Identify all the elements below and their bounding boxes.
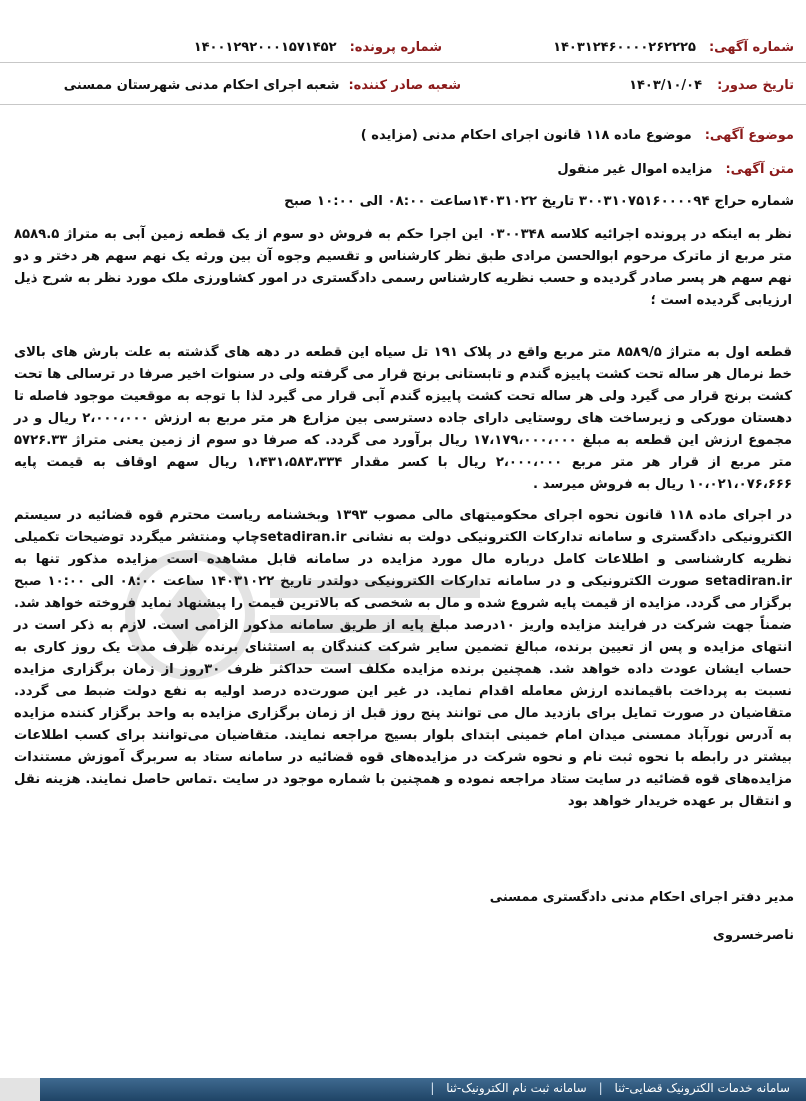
signature-title: مدیر دفتر اجرای احکام مدنی دادگستری ممسنی (489, 890, 794, 905)
divider (0, 104, 806, 105)
body-title-label: متن آگهی: (725, 162, 794, 177)
footer-link-sana-services[interactable]: سامانه خدمات الکترونیک قضایی-ثنا (614, 1081, 790, 1095)
footer-bar (0, 1078, 806, 1101)
notice-number (553, 36, 794, 55)
issue-date-label: تاریخ صدور: (717, 78, 794, 93)
paragraph-intro: نظر به اینکه در پرونده اجرائیه کلاسه ۰۳۰۰۳۴۸ این اجرا حکم به فروش دو سوم از یک قطعه زمین آبی به متراژ ۸۵۸۹.۵ متر مربع از ماترک مرحوم ابوالحسن مرادی طبق نظر کارشناس و تقسیم وجوه آن بین ورثه یک نهم سهم هر دختر و دو نهم سهم هر پسر صادر گردیده و حسب نظریه کارشناس رسمی دادگستری در امور کشاورزی ملک مورد نظر به شرح ذیل ارزیابی گردیده است ؛ (14, 227, 792, 308)
subject-value: موضوع ماده ۱۱۸ قانون اجرای احکام مدنی (مزایده ) (360, 128, 692, 143)
case-number-label: شماره پرونده: (349, 40, 442, 55)
case-number (194, 36, 442, 55)
subject (361, 124, 794, 143)
divider (0, 62, 806, 63)
body-title-value: مزایده اموال غیر منقول (557, 162, 713, 177)
auction-line: شماره حراج ۳۰۰۳۱۰۷۵۱۶۰۰۰۰۹۴ تاریخ ۱۴۰۳۱۰۲۲ساعت ۰۸:۰۰ الی ۱۰:۰۰ صبح (284, 194, 794, 209)
paragraph-text: در اجرای ماده ۱۱۸ قانون نحوه اجرای محکومیتهای مالی مصوب ۱۳۹۳ وبخشنامه ریاست محترم قوه قضائیه در سیستم الکترونیکی دادگستری و سامانه تدارکات الکترونیکی دولت به نشانی (14, 508, 792, 545)
body-title (557, 158, 794, 177)
case-number-value: ۱۴۰۰۱۲۹۲۰۰۰۱۵۷۱۴۵۲ (193, 40, 337, 55)
paragraph-text: صورت الکترونیکی و در سامانه تدارکات الکترونیکی دولتدر تاریخ ۱۴۰۳۱۰۲۲ ساعت ۰۸:۰۰ الی ۱۰:۰۰ صبح برگزار می گردد. مزایده از قیمت پایه شروع شده و مال به شخصی که بالاترین قیمت را پیشنهاد نماید فروخته خواهد شد. ضمناً جهت شرکت در فرایند مزایده واریز ۱۰درصد مبلغ پایه از طریق سامانه مذکور الزامی است. لازم به ذکر است در انتهای مزایده و پس از تعیین برنده، مبالغ تضمین سایر شرکت کنندگان به استثنای برنده ظرف مدت یک روز کاری به حساب ایشان عودت داده خواهد شد. همچنین برنده مزایده مکلف است حداکثر ظرف ۳۰روز از زمان برگزاری مزایده نسبت به پرداخت باقیمانده ارزش معامله اقدام نماید. در غیر این صورت‌ده درصد اولیه به نفع دولت ضبط می گردد. متقاضیان در صورت تمایل برای بازدید مال می توانند پنج روز قبل از زمان برگزاری مزایده به واحد برگزار کننده مزایده به آدرس نورآباد ممسنی میدان امام خمینی ابتدای بلوار بسیج مراجعه نمایند. متقاضیان می‌توانند برای کسب اطلاعات بیشتر در رابطه با نحوه ثبت نام و نحوه شرکت در مزایده‌های قوه قضائیه در سامانه ستاد به سربرگ آموزش مستندات مزایده‌های قوه قضائیه در سایت ستاد مراجعه نموده و همچنین با شماره موجود در سایت .تماس حاصل نمایند. هزینه نقل و انتقال بر عهده خریدار خواهد بود (14, 574, 792, 809)
paragraph-property: قطعه اول به متراژ ۸۵۸۹/۵ متر مربع واقع در پلاک ۱۹۱ تل سیاه این قطعه در دهه های گذشته به علت بارش های بالای خط نرمال هر ساله تحت کشت پاییزه گندم و تابستانی برنج قرار می گرفته ولی در سنوات اخیر صرفا در ترسالی ها تحت کشت برنج قرار می گیرد ولی هر ساله تحت کشت پاییزه گندم آبی قرار می گیرد لذا با توجه به موقعیت موجود فاصله تا دهستان مورکی و زیرساخت های روستایی دارای جاده دسترسی بین مزارع هر متر مربع به ارزش ۲،۰۰۰،۰۰۰ ریال و در مجموع ارزش این قطعه به مبلغ ۱۷،۱۷۹،۰۰۰،۰۰۰ ریال برآورد می گردد. که صرفا دو سوم از زمین یعنی متراژ ۵۷۲۶.۳۳ متر مربع از قرار هر متر مربع ۲،۰۰۰،۰۰۰ ریال با کسر مقدار ۱،۴۳۱،۵۸۳،۳۳۴ ریال سهم اوقاف به قیمت پایه ۱۰،۰۲۱،۰۷۶،۶۶۶ ریال به فروش میرسد . (14, 345, 792, 492)
paragraph-text: چاپ ومنتشر میگردد توضیحات تکمیلی نظریه کارشناسی و اطلاعات کامل درباره مال مورد مزایده در سامانه قابل مشاهده است مزایده مذکور تنها به (14, 530, 792, 567)
issue-date (629, 74, 794, 93)
footer-separator: | (430, 1081, 435, 1095)
paragraph-conditions (14, 505, 792, 813)
footer-link-sana-registration[interactable]: سامانه ثبت نام الکترونیک-ثنا (446, 1081, 587, 1095)
issuer (64, 74, 461, 93)
issue-date-value: ۱۴۰۳/۱۰/۰۴ (629, 78, 703, 93)
issuer-label: شعبه صادر کننده: (348, 78, 461, 93)
issuer-value: شعبه اجرای احکام مدنی شهرستان ممسنی (63, 78, 340, 93)
subject-label: موضوع آگهی: (704, 128, 794, 143)
notice-number-value: ۱۴۰۳۱۲۴۶۰۰۰۰۲۶۲۲۲۵ (553, 40, 696, 55)
setadiran-link[interactable]: setadiran.ir (259, 530, 347, 545)
footer-corner (0, 1078, 40, 1101)
setadiran-link[interactable]: setadiran.ir (705, 574, 793, 589)
footer-separator: | (598, 1081, 603, 1095)
signature-name: ناصرخسروی (712, 928, 794, 943)
footer-links (426, 1081, 794, 1095)
notice-number-label: شماره آگهی: (708, 40, 794, 55)
